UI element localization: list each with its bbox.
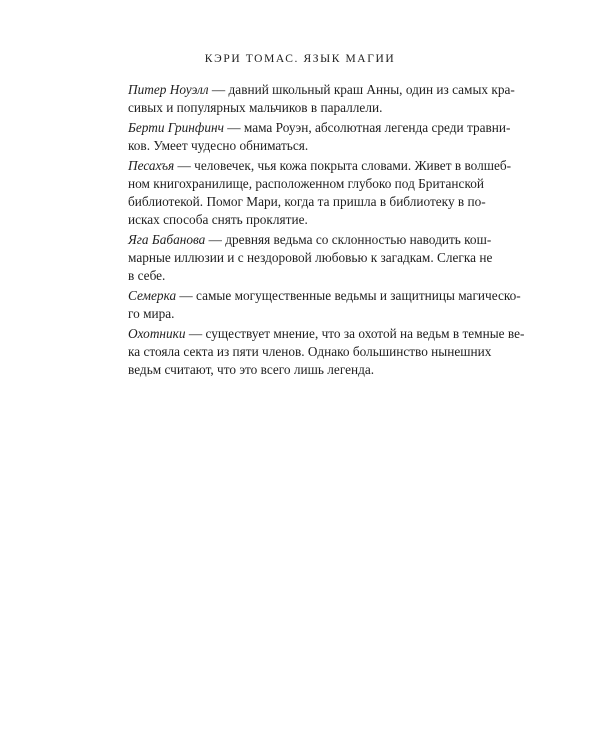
- entry-line: в себе.: [128, 268, 166, 283]
- entry-term: Песахъя: [128, 158, 175, 173]
- entry-line: го мира.: [128, 306, 175, 321]
- entry-line: [128, 119, 511, 137]
- entry-text: — человечек, чья кожа покрыта словами. Живет в волшеб-: [174, 158, 512, 173]
- entry-term: Яга Бабанова: [128, 232, 206, 247]
- entry-line: [128, 287, 521, 305]
- glossary-entry-yaga: [128, 231, 493, 285]
- glossary-list: [128, 81, 525, 381]
- entry-text: — древняя ведьма со склонностью наводить кош-: [205, 232, 492, 247]
- entry-line: [128, 81, 515, 99]
- glossary-entry-pesakhya: [128, 157, 512, 229]
- entry-line: [128, 231, 492, 249]
- entry-line: [128, 325, 525, 343]
- entry-term: Семерка: [128, 288, 177, 303]
- glossary-entry-semerka: [128, 287, 521, 323]
- entry-line: марные иллюзии и с нездоровой любовью к загадкам. Слегка не: [128, 250, 493, 265]
- entry-line: библиотекой. Помог Мари, когда та пришла в библиотеку в по-: [128, 194, 486, 209]
- entry-text: — мама Роуэн, абсолютная легенда среди травни-: [223, 120, 511, 135]
- entry-text: — самые могущественные ведьмы и защитницы магическо-: [176, 288, 521, 303]
- entry-term: Берти Гринфинч: [128, 120, 224, 135]
- entry-text: — давний школьный краш Анны, один из самых кра-: [208, 82, 515, 97]
- glossary-entry-berti: [128, 119, 511, 155]
- entry-line: ков. Умеет чудесно обниматься.: [128, 138, 309, 153]
- entry-line: [128, 157, 512, 175]
- glossary-entry-okhotniki: [128, 325, 525, 379]
- entry-line: исках способа снять проклятие.: [128, 212, 308, 227]
- entry-text: — существует мнение, что за охотой на ведьм в темные ве-: [185, 326, 525, 341]
- entry-line: ведьм считают, что это всего лишь легенда.: [128, 362, 375, 377]
- running-head: КЭРИ ТОМАС. ЯЗЫК МАГИИ: [204, 53, 396, 65]
- entry-line: сивых и популярных мальчиков в параллели.: [128, 100, 383, 115]
- entry-line: ка стояла секта из пяти членов. Однако большинство нынешних: [128, 344, 492, 359]
- entry-line: ном книгохранилище, расположенном глубоко под Британской: [128, 176, 484, 191]
- entry-term: Питер Ноуэлл: [128, 82, 209, 97]
- entry-term: Охотники: [128, 326, 186, 341]
- glossary-entry-piter: [128, 81, 515, 117]
